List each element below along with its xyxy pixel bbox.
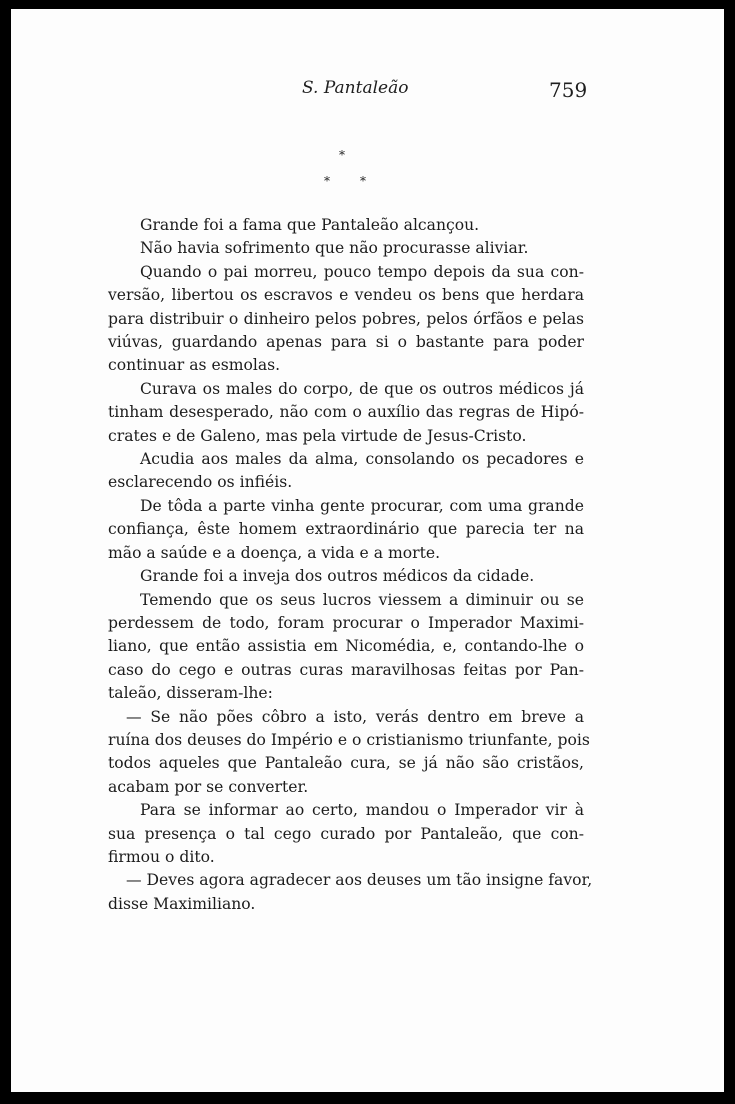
text-line: acabam por se converter. bbox=[108, 777, 309, 796]
page-number: 759 bbox=[549, 78, 588, 102]
text-line: — Se não pões côbro a isto, verás dentro em breve a bbox=[126, 707, 584, 726]
text-line: viúvas, guardando apenas para si o bastante para poder bbox=[108, 333, 584, 352]
text-line: Não havia sofrimento que não procurasse aliviar. bbox=[140, 239, 529, 258]
text-line: perdessem de todo, foram procurar o Imperador Maximi- bbox=[108, 613, 584, 632]
text-line: caso do cego e outras curas maravilhosas feitas por Pan- bbox=[108, 660, 584, 679]
body-text bbox=[108, 214, 593, 916]
text-line: esclarecendo os infiéis. bbox=[108, 473, 293, 492]
text-line: Acudia aos males da alma, consolando os pecadores e bbox=[140, 450, 584, 469]
text-line: Quando o pai morreu, pouco tempo depois da sua con- bbox=[140, 262, 584, 281]
book-page bbox=[11, 9, 724, 1092]
text-line: versão, libertou os escravos e vendeu os bens que herdara bbox=[108, 286, 584, 305]
text-line: crates e de Galeno, mas pela virtude de Jesus-Cristo. bbox=[108, 426, 527, 445]
text-line: Curava os males do corpo, de que os outros médicos já bbox=[140, 379, 584, 398]
text-line: taleão, disseram-lhe: bbox=[108, 684, 273, 703]
text-line: Para se informar ao certo, mandou o Imperador vir à bbox=[140, 801, 584, 820]
text-line: disse Maximiliano. bbox=[108, 894, 256, 913]
text-line: continuar as esmolas. bbox=[108, 356, 281, 375]
text-line: Grande foi a fama que Pantaleão alcançou. bbox=[140, 216, 480, 234]
asterism-star-top: * bbox=[339, 148, 345, 162]
text-line: firmou o dito. bbox=[108, 847, 215, 866]
text-line: De tôda a parte vinha gente procurar, com uma grande bbox=[140, 496, 584, 515]
text-line: liano, que então assistia em Nicomédia, e, contando-lhe o bbox=[108, 637, 584, 656]
text-line: todos aqueles que Pantaleão cura, se já não são cristãos, bbox=[108, 754, 584, 773]
text-line: Grande foi a inveja dos outros médicos da cidade. bbox=[140, 567, 535, 586]
text-line: — Deves agora agradecer aos deuses um tão insigne favor, bbox=[126, 871, 593, 890]
text-line: sua presença o tal cego curado por Pantaleão, que con- bbox=[108, 824, 584, 843]
asterism-star-left: * bbox=[324, 174, 330, 188]
text-line: mão a saúde e a doença, a vida e a morte. bbox=[108, 543, 441, 562]
text-line: tinham desesperado, não com o auxílio das regras de Hipó- bbox=[108, 403, 584, 422]
running-header-title: S. Pantaleão bbox=[302, 78, 409, 98]
asterism-star-right: * bbox=[360, 174, 366, 188]
text-line: Temendo que os seus lucros viessem a diminuir ou se bbox=[140, 590, 584, 609]
text-line: confiança, êste homem extraordinário que parecia ter na bbox=[108, 520, 584, 539]
text-line: para distribuir o dinheiro pelos pobres, pelos órfãos e pelas bbox=[108, 309, 584, 328]
text-line: ruína dos deuses do Império e o cristianismo triunfante, pois bbox=[108, 730, 590, 749]
